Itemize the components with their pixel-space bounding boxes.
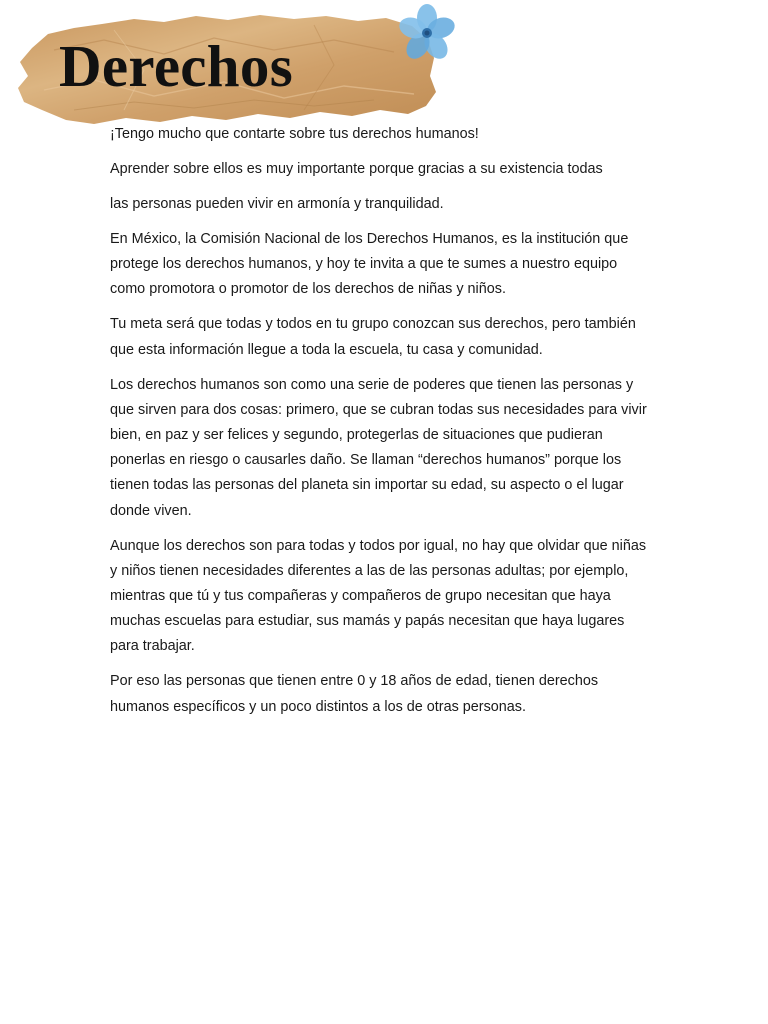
paragraph: Tu meta será que todas y todos en tu grupo conozcan sus derechos, pero también que esta información llegue a toda la escuela, tu casa y comunidad. <box>110 316 636 358</box>
paragraph: Aunque los derechos son para todas y todos por igual, no hay que olvidar que niñas y niños tienen necesidades diferentes a las de las personas adultas; por ejemplo, mientras que tú y tus compañeras y compañeros de grupo necesitan que haya muchas escuelas para estudiar, sus mamás y papás necesitan que haya lugares para trabajar. <box>110 537 647 655</box>
paragraph: Por eso las personas que tienen entre 0 y 18 años de edad, tienen derechos humanos específicos y un poco distintos a los de otras personas. <box>110 673 599 715</box>
torn-paper-banner <box>14 10 444 132</box>
paragraph: En México, la Comisión Nacional de los Derechos Humanos, es la institución que protege los derechos humanos, y hoy te invita a que te sumes a nuestro equipo como promotora o promotor de los derechos de niñas y niños. <box>110 231 629 298</box>
document-body <box>110 122 655 730</box>
paragraph: ¡Tengo mucho que contarte sobre tus derechos humanos! <box>110 126 479 142</box>
watercolor-flower-icon <box>396 2 458 64</box>
paragraph: Aprender sobre ellos es muy importante porque gracias a su existencia todas <box>110 161 603 177</box>
page-title: Derechos <box>59 33 293 99</box>
paragraph: las personas pueden vivir en armonía y tranquilidad. <box>110 196 444 212</box>
paragraph: Los derechos humanos son como una serie de poderes que tienen las personas y que sirven para dos cosas: primero, que se cubran todas sus necesidades para vivir bien, en paz y ser felices y segundo, protegerlas de situaciones que pudieran ponerlas en riesgo o causarles daño. Se llaman “derechos humanos” porque los tienen todas las personas del planeta sin importar su edad, su aspecto o el lugar donde viven. <box>110 376 647 519</box>
